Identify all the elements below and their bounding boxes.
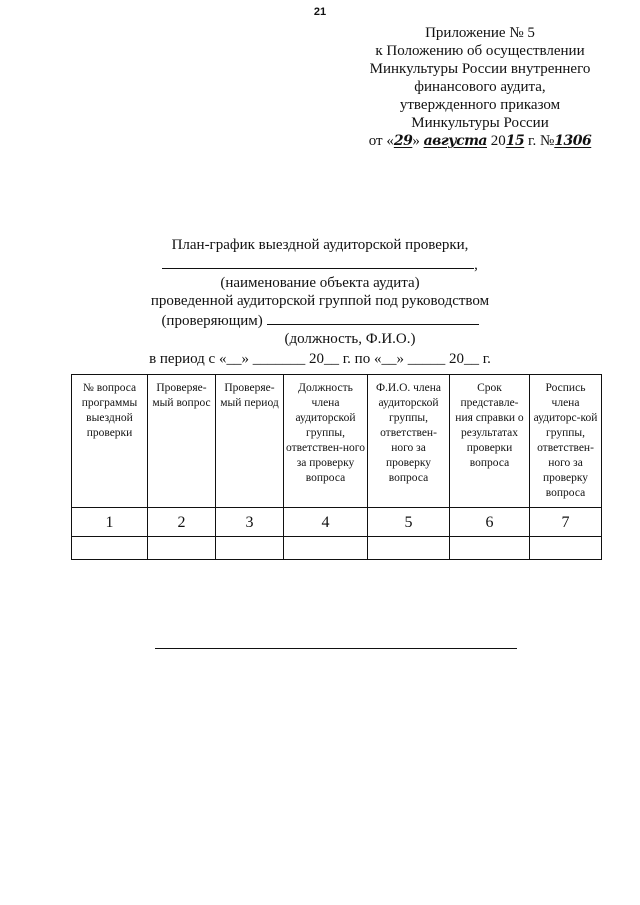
header-member-position: Должность члена аудиторской группы, ответствен-ного за проверку вопроса (284, 375, 368, 508)
date-mid: » (412, 133, 420, 149)
inspector-blank (267, 310, 479, 325)
column-number: 5 (368, 508, 450, 537)
signature-line (155, 648, 517, 649)
header-member-name: Ф.И.О. члена аудиторской группы, ответствен-ного за проверку вопроса (368, 375, 450, 508)
column-number-row (72, 508, 602, 537)
header-checked-period: Проверяе-мый период (216, 375, 284, 508)
page-number: 21 (313, 6, 327, 18)
order-number-prefix: г. № (528, 133, 555, 149)
appendix-line: финансового аудита, (414, 79, 546, 95)
handwritten-order-number: 1306 (554, 133, 592, 149)
inspector-line (70, 310, 570, 330)
table-cell (72, 537, 148, 560)
audit-object-comma: , (474, 257, 478, 273)
table-cell (284, 537, 368, 560)
appendix-line: Минкультуры России (411, 115, 549, 131)
audit-object-blank (162, 254, 474, 269)
order-date-line (355, 132, 605, 150)
handwritten-day: 29 (393, 133, 413, 149)
audit-object-caption: (наименование объекта аудита) (220, 275, 420, 291)
column-number: 7 (530, 508, 602, 537)
inspector-label: (проверяющим) (161, 313, 263, 329)
appendix-line: к Положению об осуществлении (375, 43, 585, 59)
plan-title: План-график выездной аудиторской проверки, (171, 237, 469, 253)
handwritten-month: августа (423, 133, 488, 149)
table-cell (450, 537, 530, 560)
period-line: в период с «__» _______ 20__ г. по «__» _____ 20__ г. (149, 351, 491, 367)
header-checked-question: Проверяе-мый вопрос (148, 375, 216, 508)
table-header-row (72, 375, 602, 508)
handwritten-year: 15 (505, 133, 525, 149)
year-prefix: 20 (490, 133, 506, 149)
column-number: 2 (148, 508, 216, 537)
column-number: 3 (216, 508, 284, 537)
audit-object-line (70, 254, 570, 274)
appendix-line: утвержденного приказом (399, 97, 561, 113)
column-number: 6 (450, 508, 530, 537)
table-row (72, 537, 602, 560)
appendix-line: Приложение № 5 (425, 25, 535, 41)
table-cell (530, 537, 602, 560)
table-cell (216, 537, 284, 560)
plan-title-block (70, 236, 570, 368)
header-report-deadline: Срок представле-ния справки о результатах проверки вопроса (450, 375, 530, 508)
appendix-line: Минкультуры России внутреннего (369, 61, 591, 77)
appendix-header (355, 24, 605, 150)
header-member-signature: Роспись члена аудиторс-кой группы, ответствен-ного за проверку вопроса (530, 375, 602, 508)
column-number: 1 (72, 508, 148, 537)
column-number: 4 (284, 508, 368, 537)
position-name-caption: (должность, Ф.И.О.) (284, 331, 416, 347)
group-leader-text: проведенной аудиторской группой под руководством (150, 293, 490, 309)
table-cell (368, 537, 450, 560)
date-prefix: от « (368, 133, 394, 149)
header-question-number: № вопроса программы выездной проверки (72, 375, 148, 508)
table-cell (148, 537, 216, 560)
plan-schedule-table (71, 374, 602, 560)
